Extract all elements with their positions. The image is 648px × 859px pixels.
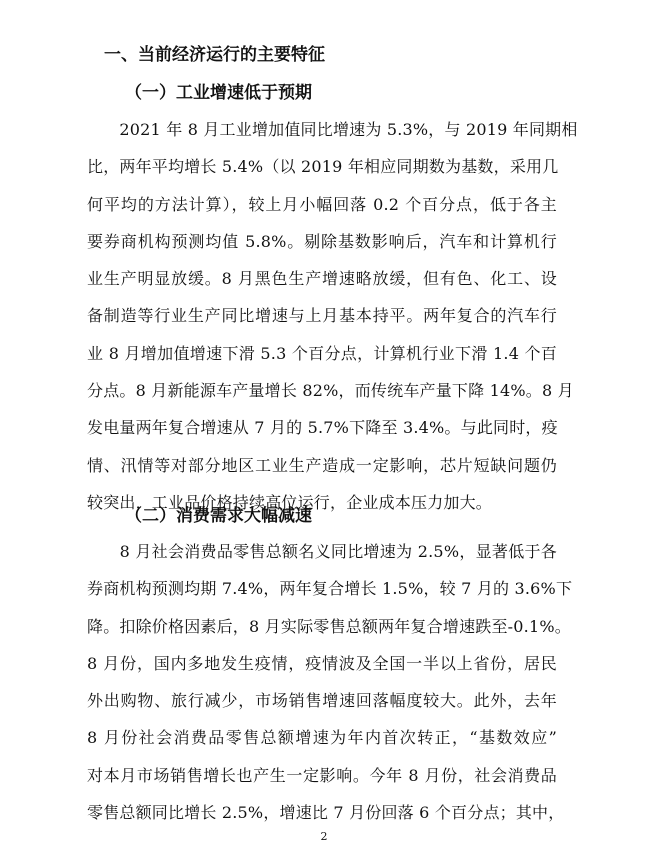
paragraph-line: 2021 年 8 月工业增加值同比增速为 5.3%，与 2019 年同期相 <box>87 120 578 139</box>
paragraph-line: 要券商机构预测均值 5.8%。剔除基数影响后，汽车和计算机行 <box>87 231 557 251</box>
paragraph-line: 发电量两年复合增速从 7 月的 5.7%下降至 3.4%。与此同时，疫 <box>87 418 558 438</box>
paragraph-line: 情、汛情等对部分地区工业生产造成一定影响，芯片短缺问题仍 <box>87 455 557 475</box>
paragraph-line: 较突出，工业品价格持续高位运行，企业成本压力加大。 <box>87 492 493 512</box>
page-number: 2 <box>320 830 328 843</box>
paragraph-line: 对本月市场销售增长也产生一定影响。今年 8 月份，社会消费品 <box>87 765 557 785</box>
subsection-heading-industry: （一）工业增速低于预期 <box>125 83 312 103</box>
paragraph-line: 何平均的方法计算），较上月小幅回落 0.2 个百分点，低于各主 <box>87 194 557 214</box>
paragraph-line: 8 月份社会消费品零售总额增速为年内首次转正，“基数效应” <box>87 728 557 748</box>
paragraph-line: 比，两年平均增长 5.4%（以 2019 年相应同期数为基数，采用几 <box>87 157 559 177</box>
paragraph-line: 券商机构预测均期 7.4%，两年复合增长 1.5%，较 7 月的 3.6%下 <box>87 579 573 599</box>
paragraph-line: 零售总额同比增长 2.5%，增速比 7 月份回落 6 个百分点；其中， <box>87 803 565 823</box>
paragraph-line: 业 8 月增加值增速下滑 5.3 个百分点，计算机行业下滑 1.4 个百 <box>87 343 557 363</box>
paragraph-consumption <box>87 533 573 831</box>
paragraph-industry <box>87 111 578 521</box>
paragraph-line: 外出购物、旅行减少，市场销售增速回落幅度较大。此外，去年 <box>87 691 557 711</box>
paragraph-line: 8 月份，国内多地发生疫情，疫情波及全国一半以上省份，居民 <box>87 653 557 673</box>
paragraph-line: 备制造等行业生产同比增速与上月基本持平。两年复合的汽车行 <box>87 306 557 326</box>
section-heading: 一、当前经济运行的主要特征 <box>104 45 325 65</box>
paragraph-line: 分点。8 月新能源车产量增长 82%，而传统车产量下降 14%。8 月 <box>87 381 574 401</box>
paragraph-line: 降。扣除价格因素后，8 月实际零售总额两年复合增速跌至-0.1%。 <box>87 616 571 636</box>
paragraph-line: 8 月社会消费品零售总额名义同比增速为 2.5%，显著低于各 <box>87 542 557 561</box>
subsection-heading-consumption: （二）消费需求大幅减速 <box>125 506 312 526</box>
paragraph-line: 业生产明显放缓。8 月黑色生产增速略放缓，但有色、化工、设 <box>87 269 557 289</box>
